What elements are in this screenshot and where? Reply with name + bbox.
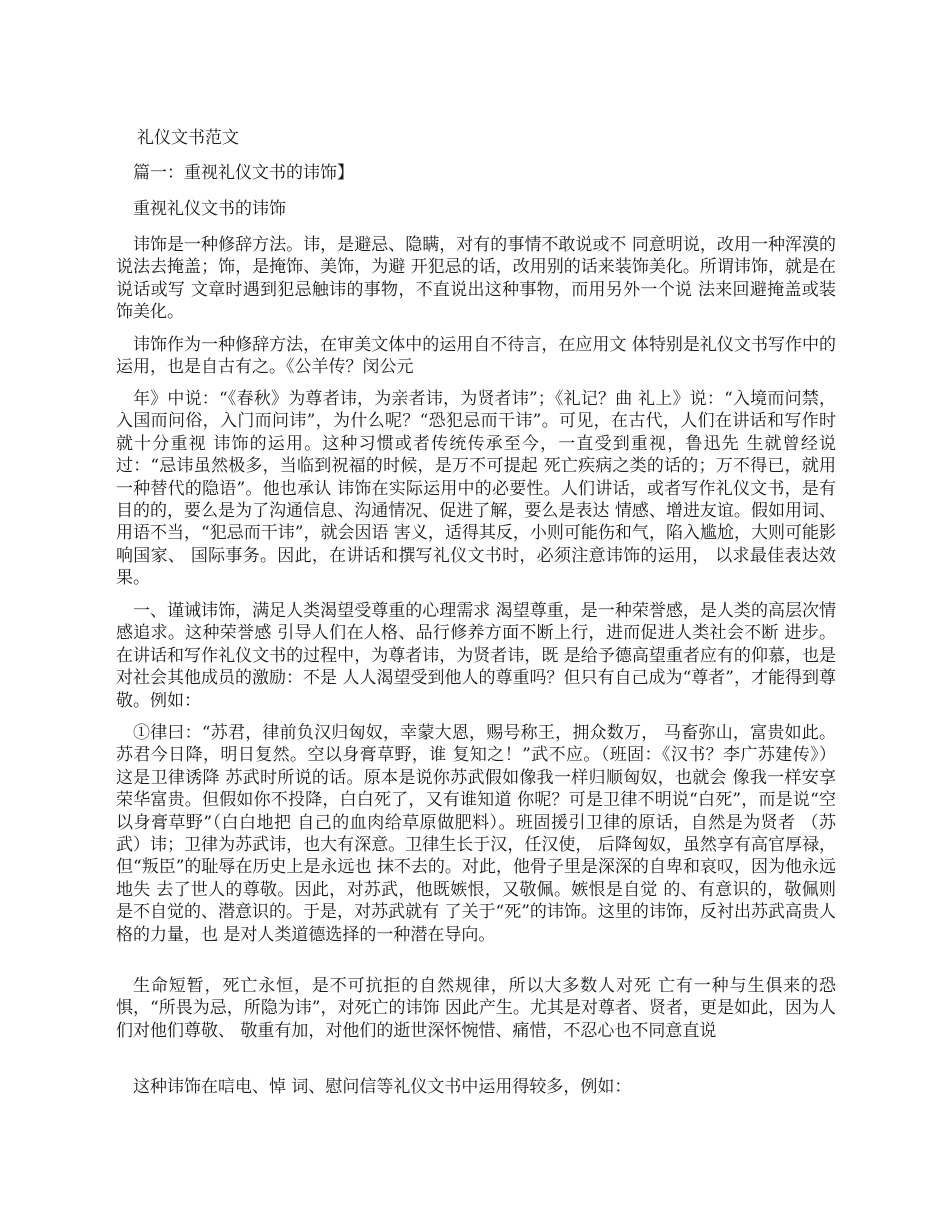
paragraph-4: 一、谨诫讳饰，满足人类渴望受尊重的心理需求 渴望尊重，是一种荣誉感，是人类的高层次情感追求。这种荣誉感 引导人们在人格、品行修养方面不断上行，进而促进人类社会不断 进步。在讲话和写作礼仪文书的过程中，为尊者讳，为贤者讳，既 是给予德高望重者应有的仰慕，也是对社会其他成员的激励：不是 人人渴望受到他人的尊重吗？但只有自己成为“尊者”，才能得到尊 敬。例如： [116, 601, 836, 711]
paragraph-3: 年》中说：“《春秋》为尊者讳，为亲者讳，为贤者讳”；《礼记？曲 礼上》说：“入境而问禁，入国而问俗，入门而问讳”，为什么呢？“恐犯忌而干讳”。可见，在古代，人们在讲话和写作时就十分重视 讳饰的运用。这种习惯或者传统传承至今，一直受到重视，鲁迅先 生就曾经说过：“忌讳虽然极多，当临到祝福的时候，是万不可提起 死亡疾病之类的话的；万不得已，就用一种替代的隐语”。他也承认 讳饰在实际运用中的必要性。人们讲话，或者写作礼仪文书，是有 目的的，要么是为了沟通信息、沟通情况、促进了解，要么是表达 情感、增进友谊。假如用词、用语不当，“犯忌而干讳”，就会因语 害义，适得其反，小则可能伤和气，陷入尴尬，大则可能影响国家、 国际事务。因此，在讲话和撰写礼仪文书时，必须注意讳饰的运用， 以求最佳表达效果。 [116, 389, 836, 589]
document-title: 礼仪文书范文 [137, 128, 239, 148]
paragraph-7: 这种讳饰在唁电、悼 词、慰问信等礼仪文书中运用得较多，例如： [133, 1077, 632, 1097]
paragraph-6: 生命短暂，死亡永恒，是不可抗拒的自然规律，所以大多数人对死 亡有一种与生俱来的恐惧，“所畏为忌，所隐为讳”，对死亡的讳饰 因此产生。尤其是对尊者、贤者，更是如此，因为人们对他们尊敬、 敬重有加，对他们的逝世深怀惋惜、痛惜，不忍心也不同意直说 [116, 976, 836, 1041]
paragraph-1: 讳饰是一种修辞方法。讳，是避忌、隐瞒，对有的事情不敢说或不 同意明说，改用一种浑漠的说法去掩盖；饰，是掩饰、美饰，为避 开犯忌的话，改用别的话来装饰美化。所谓讳饰，就是在说话或写 文章时遇到犯忌触讳的事物，不直说出这种事物，而用另外一个说 法来回避掩盖或装饰美化。 [116, 235, 836, 323]
paragraph-2: 讳饰作为一种修辞方法，在审美文体中的运用自不待言，在应用文 体特别是礼仪文书写作中的运用，也是自古有之。《公羊传？闵公元 [116, 335, 836, 378]
article-subtitle: 重视礼仪文书的讳饰 [133, 199, 286, 219]
paragraph-5: ①律曰：“苏君，律前负汉归匈奴，幸蒙大恩，赐号称王，拥众数万， 马畜弥山，富贵如此。苏君今日降，明日复然。空以身膏草野，谁 复知之！”武不应。（班固：《汉书？李广苏建传》） 这是卫律诱降 苏武时所说的话。原本是说你苏武假如像我一样归顺匈奴，也就会 像我一样安享荣华富贵。但假如你不投降，白白死了，又有谁知道 你呢？可是卫律不明说“白死”，而是说“空以身膏草野”（白白地把 自己的血肉给草原做肥料）。班固援引卫律的原话，自然是为贤者 （苏武）讳；卫律为苏武讳，也大有深意。卫律生长于汉，任汉使， 后降匈奴，虽然享有高官厚禄，但“叛臣”的耻辱在历史上是永远也 抹不去的。对此，他骨子里是深深的自卑和哀叹，因为他永远地失 去了世人的尊敬。因此，对苏武，他既嫉恨，又敬佩。嫉恨是自觉 的、有意识的，敬佩则是不自觉的、潜意识的。于是，对苏武就有 了关于“死”的讳饰。这里的讳饰，反衬出苏武高贵人格的力量，也 是对人类道德选择的一种潜在导向。 [116, 723, 836, 945]
section-heading: 篇一：重视礼仪文书的讳饰】 [133, 163, 354, 183]
